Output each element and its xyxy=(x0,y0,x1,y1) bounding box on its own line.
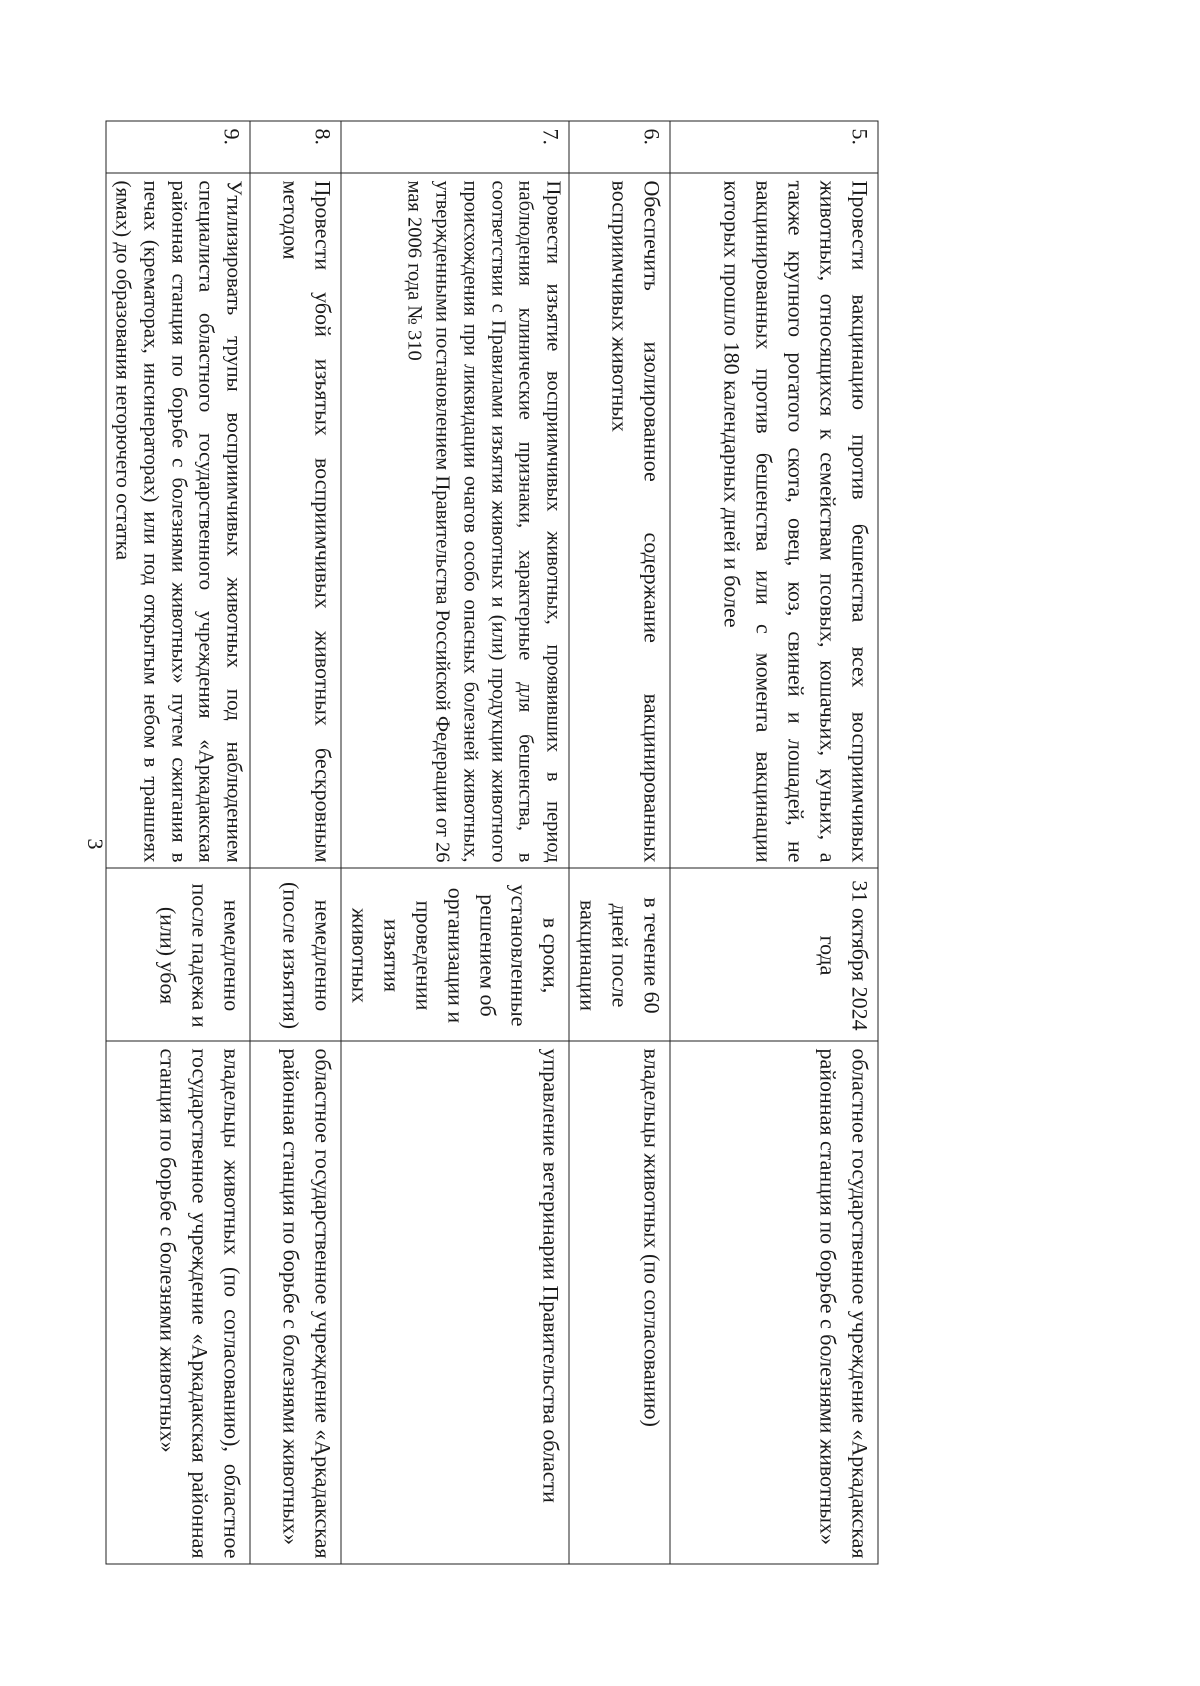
table-row xyxy=(569,121,670,1564)
row-number: 9. xyxy=(107,121,251,173)
row-number: 7. xyxy=(341,121,569,173)
measure-description: Провести изъятие восприимчивых животных, проявивших в период наблюдения клинические признаки, характерные для бешенства, в соответствии с Правилами изъятия животных и (или) продукции животного происхождения при ликвидации очагов особо опасных болезней животных, утвержденными постановлением Правительства Российской Федерации от 26 мая 2006 года № 310 xyxy=(341,173,569,868)
rotated-table-container xyxy=(111,121,879,1564)
measure-executor: владельцы животных (по согласованию), областное государственное учреждение «Аркадакская районная станция по борьбе с болезнями животных» xyxy=(107,1041,251,1564)
row-number: 6. xyxy=(569,121,670,173)
row-number: 5. xyxy=(670,121,878,173)
measures-table xyxy=(106,121,879,1565)
measure-executor: владельцы животных (по согласованию) xyxy=(569,1041,670,1564)
measure-description: Провести вакцинацию против бешенства всех восприимчивых животных, относящихся к семействам псовых, кошачьих, куньих, а также крупного рогатого скота, овец, коз, свиней и лошадей, не вакцинированных против бешенства или с момента вакцинации которых прошло 180 календарных дней и более xyxy=(670,173,878,868)
measure-description: Обеспечить изолированное содержание вакцинированных восприимчивых животных xyxy=(569,173,670,868)
measure-deadline: немедленно после падежа и (или) убоя xyxy=(107,868,251,1041)
measure-deadline: 31 октября 2024 года xyxy=(670,868,878,1041)
measure-executor: управление ветеринарии Правительства области xyxy=(341,1041,569,1564)
measure-deadline: в течение 60 дней после вакцинации xyxy=(569,868,670,1041)
table-row xyxy=(107,121,251,1564)
table-row xyxy=(670,121,878,1564)
measure-executor: областное государственное учреждение «Аркадакская районная станция по борьбе с болезнями животных» xyxy=(670,1041,878,1564)
measure-description: Утилизировать трупы восприимчивых животных под наблюдением специалиста областного государственного учреждения «Аркадакская районная станция по борьбе с болезнями животных» путем сжигания в печах (крематорах, инсинераторах) или под открытым небом в траншеях (ямах) до образования негорючего остатка xyxy=(107,173,251,868)
measure-deadline: в сроки, установленные решением об организации и проведении изъятия животных xyxy=(341,868,569,1041)
table-row xyxy=(250,121,341,1564)
row-number: 8. xyxy=(250,121,341,173)
measure-description: Провести убой изъятых восприимчивых животных бескровным методом xyxy=(250,173,341,868)
table-row xyxy=(341,121,569,1564)
page-number: 3 xyxy=(83,838,108,850)
measure-deadline: немедленно (после изъятия) xyxy=(250,868,341,1041)
measure-executor: областное государственное учреждение «Аркадакская районная станция по борьбе с болезнями животных» xyxy=(250,1041,341,1564)
